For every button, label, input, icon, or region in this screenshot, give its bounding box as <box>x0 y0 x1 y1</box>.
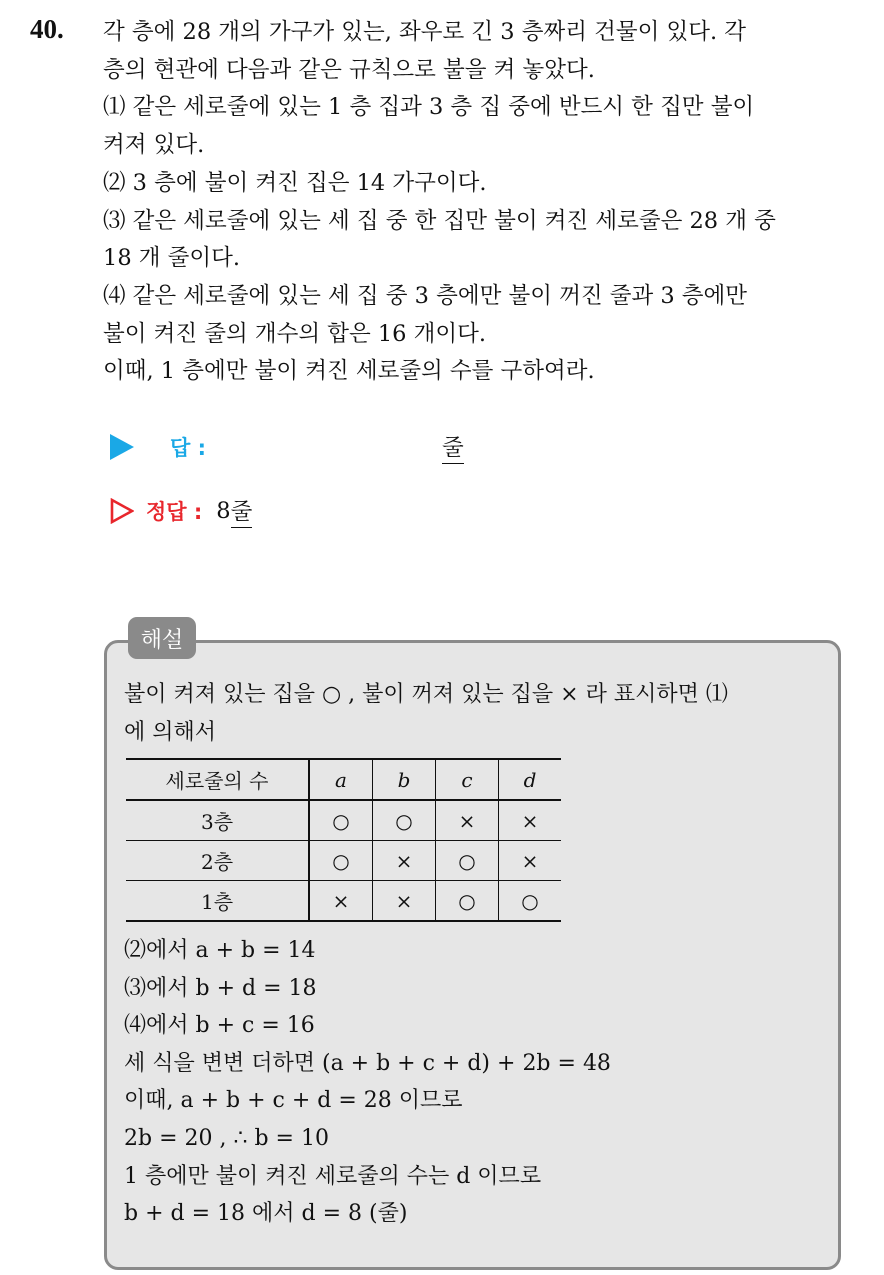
question-text <box>103 14 863 391</box>
question-line: ⑷ 같은 세로줄에 있는 세 집 중 3 층에만 불이 꺼진 줄과 3 층에만 <box>103 282 748 309</box>
table-header-cell: c <box>436 759 499 800</box>
correct-answer-row <box>110 494 252 528</box>
table-cell: ○ <box>436 881 499 922</box>
correct-answer-label: 정답 : <box>146 500 203 524</box>
table-cell: × <box>499 800 562 841</box>
question-line: ⑵ 3 층에 불이 켜진 집은 14 가구이다. <box>103 169 487 196</box>
table-cell: × <box>436 800 499 841</box>
table-cell: ○ <box>499 881 562 922</box>
correct-answer-value: 8 <box>216 498 231 524</box>
solution-line: 세 식을 변변 더하면 (a + b + c + d) + 2b = 48 <box>124 1050 611 1076</box>
solution-line: ⑷에서 b + c = 16 <box>124 1013 315 1039</box>
table-cell: × <box>373 881 436 922</box>
solution-line: ⑵에서 a + b = 14 <box>124 938 316 963</box>
question-line: 각 층에 28 개의 가구가 있는, 좌우로 긴 3 층짜리 건물이 있다. 각 <box>103 19 746 45</box>
table-cell: ○ <box>309 841 373 881</box>
table-cell: ○ <box>309 800 373 841</box>
table-cell: ○ <box>436 841 499 881</box>
table-cell: × <box>309 881 373 922</box>
solution-line: 2b = 20 , ∴ b = 10 <box>124 1125 329 1151</box>
question-line: 불이 켜진 줄의 개수의 합은 16 개이다. <box>103 320 486 347</box>
table-cell: 2층 <box>126 841 309 881</box>
solution-intro-line: 에 의해서 <box>124 719 217 745</box>
solution-line: b + d = 18 에서 d = 8 (줄) <box>124 1201 408 1227</box>
table-header-cell: d <box>499 759 562 800</box>
solution-line: 이때, a + b + c + d = 28 이므로 <box>124 1088 463 1114</box>
table-row <box>126 841 561 881</box>
solution-line: 1 층에만 불이 켜진 세로줄의 수는 d 이므로 <box>124 1163 542 1189</box>
solution-intro-line: 불이 켜져 있는 집을 ○ , 불이 꺼져 있는 집을 × 라 표시하면 ⑴ <box>124 682 728 707</box>
correct-answer-unit: 줄 <box>231 494 253 528</box>
question-line: ⑴ 같은 세로줄에 있는 1 층 집과 3 층 집 중에 반드시 한 집만 불이 <box>103 94 755 121</box>
table-cell: 3층 <box>126 800 309 841</box>
question-number: 40. <box>30 14 64 44</box>
play-arrow-icon <box>110 434 134 460</box>
table-header-row <box>126 759 561 800</box>
answer-label: 답 : <box>170 436 206 460</box>
table-header-cell: b <box>373 759 436 800</box>
solution-intro <box>124 676 834 751</box>
solution-line: ⑶에서 b + d = 18 <box>124 975 317 1001</box>
outline-arrow-icon <box>110 498 134 524</box>
question-line: 층의 현관에 다음과 같은 규칙으로 불을 켜 놓았다. <box>103 56 595 83</box>
solution-steps <box>124 932 834 1233</box>
question-line: ⑶ 같은 세로줄에 있는 세 집 중 한 집만 불이 켜진 세로줄은 28 개 중 <box>103 207 776 234</box>
answer-row <box>110 430 464 464</box>
table-header-cell: 세로줄의 수 <box>126 759 309 800</box>
question-line: 켜져 있다. <box>103 132 205 159</box>
table-cell: × <box>499 841 562 881</box>
solution-table <box>126 758 561 922</box>
answer-unit: 줄 <box>442 430 464 464</box>
table-row <box>126 800 561 841</box>
solution-tag: 해설 <box>128 617 196 659</box>
question-line: 18 개 줄이다. <box>103 245 241 272</box>
table-cell: × <box>373 841 436 881</box>
table-cell: ○ <box>373 800 436 841</box>
table-header-cell: a <box>309 759 373 800</box>
table-cell: 1층 <box>126 881 309 922</box>
table-row <box>126 881 561 922</box>
question-line: 이때, 1 층에만 불이 켜진 세로줄의 수를 구하여라. <box>103 358 595 385</box>
